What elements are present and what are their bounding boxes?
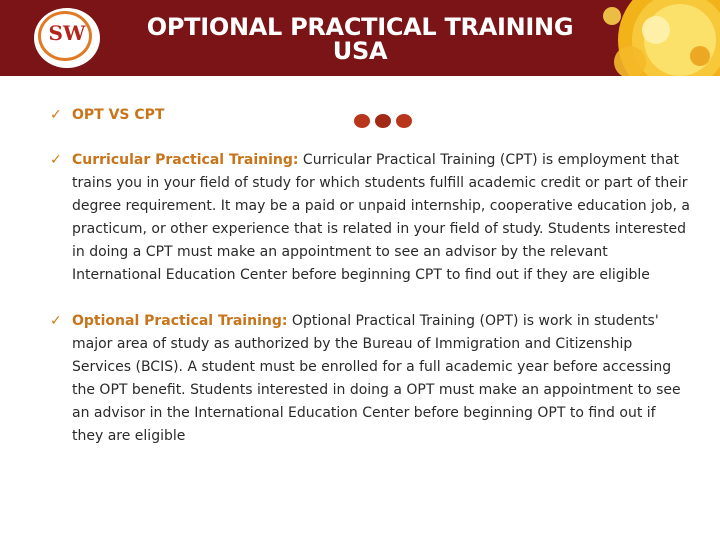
bullet-label: Optional Practical Training: — [72, 313, 288, 329]
page-title: OPTIONAL PRACTICAL TRAINING — [146, 13, 574, 41]
bullet-opt — [50, 310, 690, 448]
logo-text: SW — [48, 21, 86, 45]
bullet-cpt — [50, 149, 690, 287]
bullet-label: Curricular Practical Training: — [72, 152, 299, 168]
checkmark-icon: ✓ — [50, 313, 62, 329]
bullet-text: Curricular Practical Training (CPT) is employment that trains you in your field of study for which students fulfill academic credit or part of their degree requirement. It may be a paid or unpaid internship, cooperative education job, a practicum, or other experience that is related in your field of study. Students interested in doing a CPT must make an appointment to see an advisor by the relevant International Education Center before beginning CPT to find out if they are eligible — [72, 152, 690, 283]
checkmark-icon: ✓ — [50, 107, 62, 123]
content-area — [50, 104, 690, 448]
checkmark-icon: ✓ — [50, 152, 62, 168]
bullet-opt-vs-cpt — [50, 104, 690, 127]
bullet-label: OPT VS CPT — [72, 107, 165, 123]
page-subtitle: USA — [332, 37, 388, 65]
header-bar — [0, 0, 720, 76]
bullet-text: Optional Practical Training (OPT) is work in students' major area of study as authorized by the Bureau of Immigration and Citizenship Services (BCIS). A student must be enrolled for a full academic year before accessing the OPT benefit. Students interested in doing a OPT must make an appointment to see an advisor in the International Education Center before beginning OPT to find out if they are eligible — [72, 313, 681, 444]
sun-decoration-icon — [560, 0, 720, 76]
